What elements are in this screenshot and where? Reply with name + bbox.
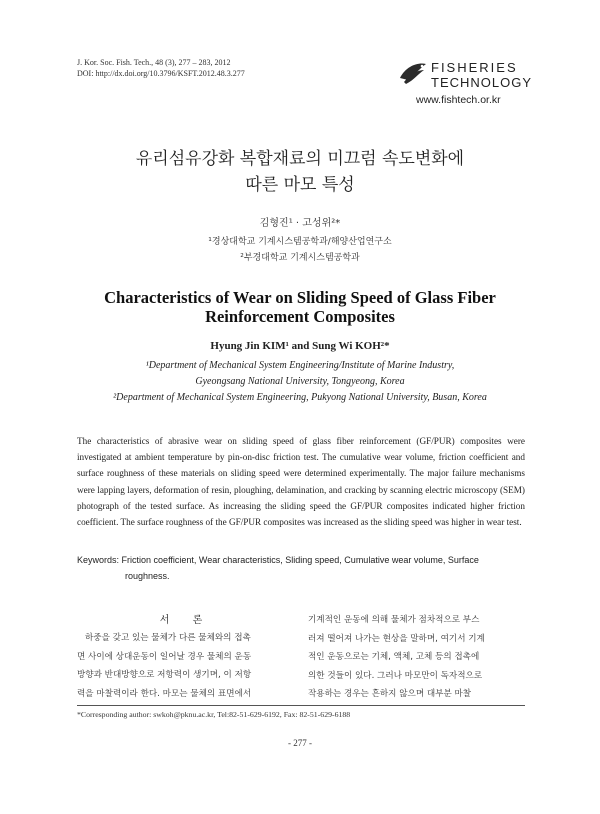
keywords-line-1: Friction coefficient, Wear characteristics, Sliding speed, Cumulative wear volume, Surface xyxy=(121,555,479,565)
korean-authors: 김형진¹ · 고성위²* xyxy=(259,218,341,229)
logo-text-line-1: FISHERIES xyxy=(431,60,518,75)
korean-affiliation-1: ¹경상대학교 기계시스템공학과/해양산업연구소 xyxy=(208,237,392,247)
korean-title-line-1: 유리섬유강화 복합재료의 미끄럼 속도변화에 xyxy=(135,149,465,169)
keywords xyxy=(77,552,525,584)
fish-icon xyxy=(398,58,428,88)
citation-line-1: J. Kor. Soc. Fish. Tech., 48 (3), 277 – 283, 2012 xyxy=(77,58,231,67)
citation-line-2: DOI: http://dx.doi.org/10.3796/KSFT.2012.48.3.277 xyxy=(77,69,245,78)
korean-title-line-2: 따른 마모 특성 xyxy=(245,175,355,195)
english-title-line-2: Reinforcement Composites xyxy=(205,307,395,326)
keywords-line-2: roughness. xyxy=(125,571,170,581)
body-left-column xyxy=(77,629,295,703)
body-right-column xyxy=(308,611,526,704)
english-authors: Hyung Jin KIM¹ and Sung Wi KOH²* xyxy=(210,340,390,352)
korean-affiliation-2: ²부경대학교 기계시스템공학과 xyxy=(240,253,360,263)
english-affiliation-2: ²Department of Mechanical System Engineering, Pukyong National University, Busan, Korea xyxy=(113,392,487,403)
journal-logo xyxy=(398,58,536,114)
english-affiliation-1-line-1: ¹Department of Mechanical System Engineering/Institute of Marine Industry, xyxy=(145,360,455,371)
journal-url: www.fishtech.or.kr xyxy=(416,94,501,106)
body-left-line: 면 사이에 상대운동이 일어날 경우 물체의 운동 xyxy=(77,651,252,662)
body-right-line: 적인 운동으로는 기체, 액체, 고체 등의 접촉에 xyxy=(308,652,480,662)
footnote-divider xyxy=(77,705,525,706)
logo-text-line-2: TECHNOLOGY xyxy=(431,75,533,90)
body-right-line: 작용하는 경우는 흔하지 않으며 대부분 마찰 xyxy=(308,689,472,699)
body-left-line: 방향과 반대방향으로 저항력이 생기며, 이 저항 xyxy=(77,670,252,680)
english-affiliation-1-line-2: Gyeongsang National University, Tongyeong, Korea xyxy=(195,376,405,387)
keywords-label: Keywords: xyxy=(77,555,120,565)
journal-citation xyxy=(77,57,245,79)
page-number: - 277 - xyxy=(288,738,312,748)
body-right-line: 러져 떨어져 나가는 현상을 말하며, 여기서 기계 xyxy=(308,633,485,644)
body-right-line: 기계적인 운동에 의해 물체가 점차적으로 부스 xyxy=(308,615,480,625)
corresponding-author-footnote: *Corresponding author: swkoh@pknu.ac.kr, Tel:82-51-629-6192, Fax: 82-51-629-6188 xyxy=(77,710,351,719)
english-title-line-1: Characteristics of Wear on Sliding Speed of Glass Fiber xyxy=(104,288,496,307)
body-right-line: 의한 것들이 있다. 그러나 마모만이 독자적으로 xyxy=(308,670,483,681)
section-title: 서 론 xyxy=(159,615,213,626)
body-left-line: 력을 마찰력이라 한다. 마모는 물체의 표면에서 xyxy=(77,688,252,699)
body-left-line: 하중을 갖고 있는 물체가 다른 물체와의 접촉 xyxy=(85,633,251,643)
abstract: The characteristics of abrasive wear on sliding speed of glass fiber reinforcement (GF/PUR) composites were investigated at ambient temperature by pin-on-disc friction test. The cumulative wear volume, friction coefficient and surface roughness of these materials on sliding speed were determined experimentally. The major failure mechanisms were lapping layers, deformation of resin, ploughing, delamination, and cracking by scanning electric microscopy (SEM) photograph of the tested surface. As increasing the sliding speed the GF/PUR composites indicated higher friction coefficient. The surface roughness of the GF/PUR composites was increased as the sliding speed was higher in wear test. xyxy=(77,436,525,528)
